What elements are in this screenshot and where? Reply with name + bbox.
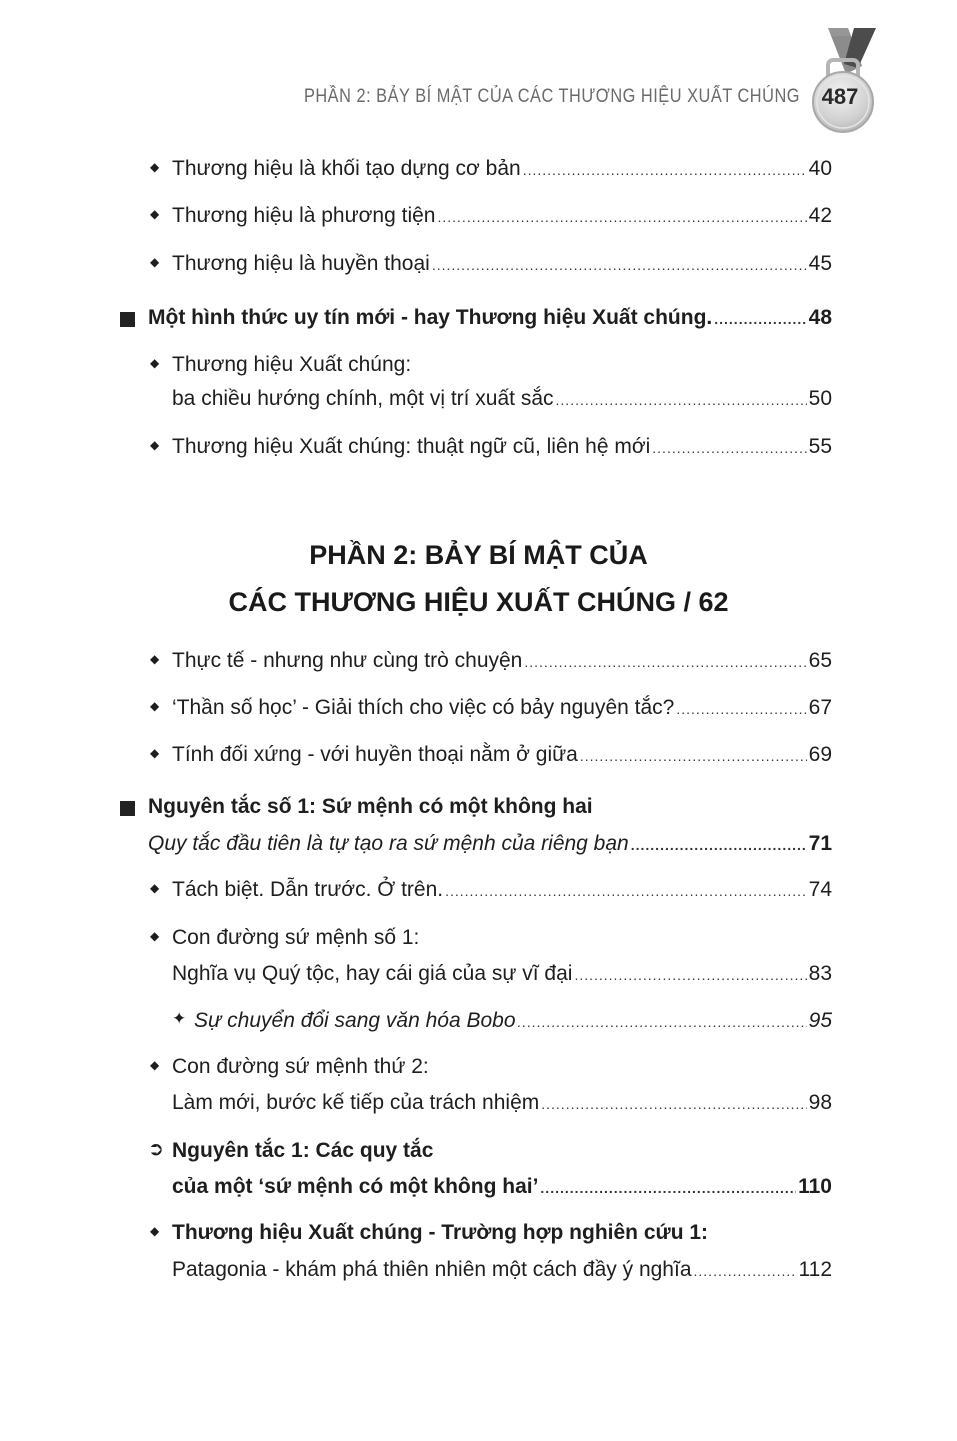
entry-page: 65: [808, 649, 832, 672]
diamond-bullet-icon: ◆: [150, 1224, 160, 1238]
leader-dots: [556, 387, 807, 413]
entry-title-line1: Con đường sứ mệnh số 1:: [172, 926, 420, 949]
case-study-title: Thương hiệu Xuất chúng - Trường hợp nghiên cứu 1:: [172, 1221, 709, 1244]
leader-dots: [518, 1009, 807, 1035]
entry-page: 83: [808, 962, 832, 985]
diamond-bullet-icon: ◆: [150, 652, 160, 666]
star-bullet-icon: ✦: [172, 1009, 187, 1028]
leader-dots: [574, 962, 806, 988]
entry-page: 74: [808, 878, 832, 901]
entry-page: 98: [808, 1091, 832, 1114]
entry-page: 95: [808, 1009, 832, 1032]
entry-page: 67: [808, 696, 832, 719]
entry-page: 42: [808, 204, 832, 227]
entry-title: Sự chuyển đổi sang văn hóa Bobo: [194, 1009, 516, 1032]
section-title-line2: CÁC THƯƠNG HIỆU XUẤT CHÚNG / 62: [228, 587, 729, 617]
entry-page: 50: [808, 387, 832, 410]
entry-title: Thương hiệu Xuất chúng: thuật ngữ cũ, liên hệ mới: [172, 435, 651, 458]
entry-page: 45: [808, 252, 832, 275]
summary-page: 110: [798, 1175, 832, 1198]
running-header: PHẦN 2: BẢY BÍ MẬT CỦA CÁC THƯƠNG HIỆU XUẤT CHÚNG: [303, 86, 800, 107]
entry-page: 55: [808, 435, 832, 458]
diamond-bullet-icon: ◆: [150, 881, 160, 895]
case-study-subtitle: Patagonia - khám phá thiên nhiên một cách đầy ý nghĩa: [172, 1258, 692, 1281]
leader-dots: [540, 1175, 796, 1201]
leader-dots: [631, 832, 807, 858]
entry-page: 40: [808, 157, 832, 180]
arrow-bullet-icon: ➲: [148, 1139, 164, 1160]
heading-page: 71: [808, 832, 832, 855]
entry-title-line2: ba chiều hướng chính, một vị trí xuất sắc: [172, 387, 554, 410]
entry-title-line2: Làm mới, bước kế tiếp của trách nhiệm: [172, 1091, 540, 1114]
diamond-bullet-icon: ◆: [150, 746, 160, 760]
heading-subtitle: Quy tắc đầu tiên là tự tạo ra sứ mệnh của riêng bạn: [148, 832, 629, 855]
diamond-bullet-icon: ◆: [150, 929, 160, 943]
leader-dots: [445, 878, 807, 904]
entry-title: Thực tế - nhưng như cùng trò chuyện: [172, 649, 523, 672]
heading-page: 48: [808, 306, 832, 329]
section-title-line1: PHẦN 2: BẢY BÍ MẬT CỦA: [309, 540, 648, 570]
entry-title: Thương hiệu là huyền thoại: [172, 252, 430, 275]
leader-dots: [541, 1091, 806, 1117]
leader-dots: [676, 696, 806, 722]
leader-dots: [524, 649, 806, 675]
leader-dots: [437, 204, 806, 230]
entry-title: Thương hiệu là khối tạo dựng cơ bản: [172, 157, 521, 180]
heading-title: Nguyên tắc số 1: Sứ mệnh có một không hai: [148, 795, 593, 818]
summary-title-line1: Nguyên tắc 1: Các quy tắc: [172, 1139, 434, 1162]
square-bullet-icon: [120, 312, 135, 327]
entry-title: Tính đối xứng - với huyền thoại nằm ở giữa: [172, 743, 578, 766]
case-study-page: 112: [798, 1258, 832, 1281]
entry-title: Thương hiệu là phương tiện: [172, 204, 436, 227]
diamond-bullet-icon: ◆: [150, 356, 160, 370]
leader-dots: [580, 743, 807, 769]
leader-dots: [432, 252, 807, 278]
square-bullet-icon: [120, 801, 135, 816]
summary-title-line2: của một ‘sứ mệnh có một không hai’: [172, 1175, 539, 1198]
entry-title: Tách biệt. Dẫn trước. Ở trên.: [172, 878, 444, 901]
entry-title-line1: Thương hiệu Xuất chúng:: [172, 353, 412, 376]
diamond-bullet-icon: ◆: [150, 438, 160, 452]
diamond-bullet-icon: ◆: [150, 255, 160, 269]
diamond-bullet-icon: ◆: [150, 1058, 160, 1072]
leader-dots: [694, 1258, 797, 1284]
entry-title: ‘Thần số học’ - Giải thích cho việc có bảy nguyên tắc?: [172, 696, 675, 719]
diamond-bullet-icon: ◆: [150, 207, 160, 221]
diamond-bullet-icon: ◆: [150, 699, 160, 713]
medal-icon: [800, 22, 882, 134]
entry-title-line2: Nghĩa vụ Quý tộc, hay cái giá của sự vĩ đại: [172, 962, 573, 985]
page-number: 487: [821, 84, 859, 109]
entry-title-line1: Con đường sứ mệnh thứ 2:: [172, 1055, 429, 1078]
heading-title: Một hình thức uy tín mới - hay Thương hiệu Xuất chúng.: [148, 306, 713, 329]
leader-dots: [523, 157, 807, 183]
diamond-bullet-icon: ◆: [150, 160, 160, 174]
leader-dots: [714, 306, 806, 332]
leader-dots: [652, 435, 806, 461]
entry-page: 69: [808, 743, 832, 766]
